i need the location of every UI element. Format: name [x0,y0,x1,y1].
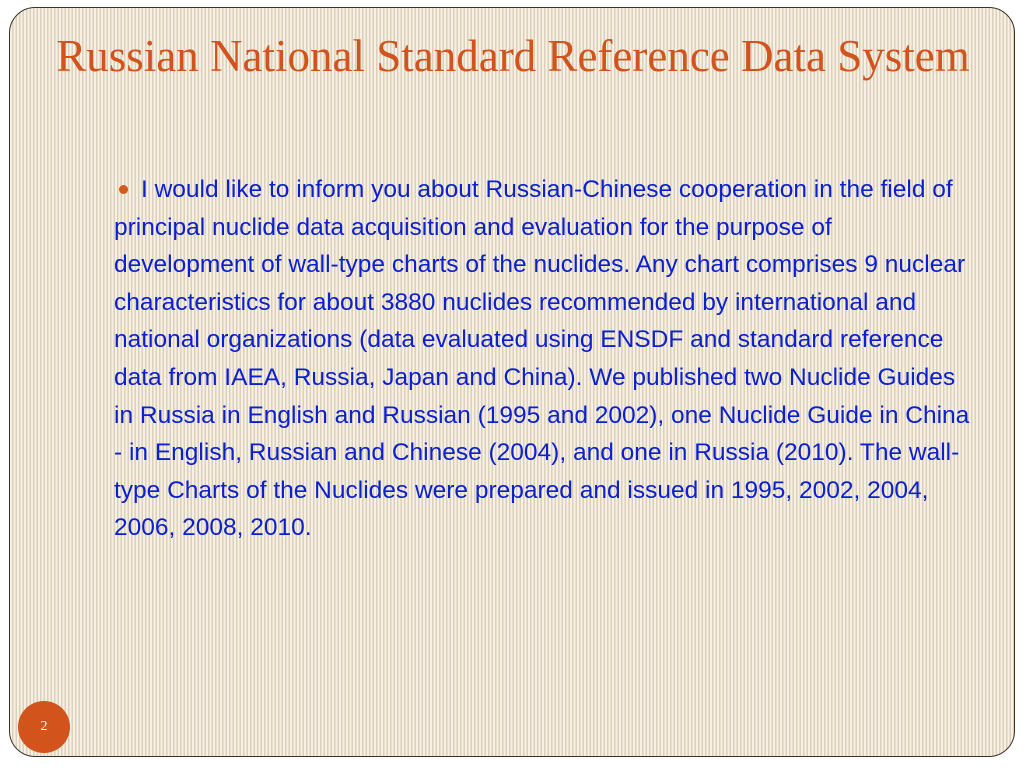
slide-title: Russian National Standard Reference Data System [56,31,970,81]
bullet-icon [119,185,128,194]
bullet-list [114,171,974,547]
slide-frame [9,7,1015,757]
bullet-text: I would like to inform you about Russian-Chinese cooperation in the field of principal nuclide data acquisition and evaluation for the purpose of development of wall-type charts of the nuclides. Any chart comprises 9 nuclear characteristics for about 3880 nuclides recommended by international and national organizations (data evaluated using ENSDF and standard reference data from IAEA, Russia, Japan and China). We published two Nuclide Guides in Russia in English and Russian (1995 and 2002), one Nuclide Guide in China - in English, Russian and Chinese (2004), and one in Russia (2010). The wall-type Charts of the Nuclides were prepared and issued in 1995, 2002, 2004, 2006, 2008, 2010. [114,176,970,542]
bullet-item [114,171,974,547]
slide-number-badge: 2 [18,701,70,753]
